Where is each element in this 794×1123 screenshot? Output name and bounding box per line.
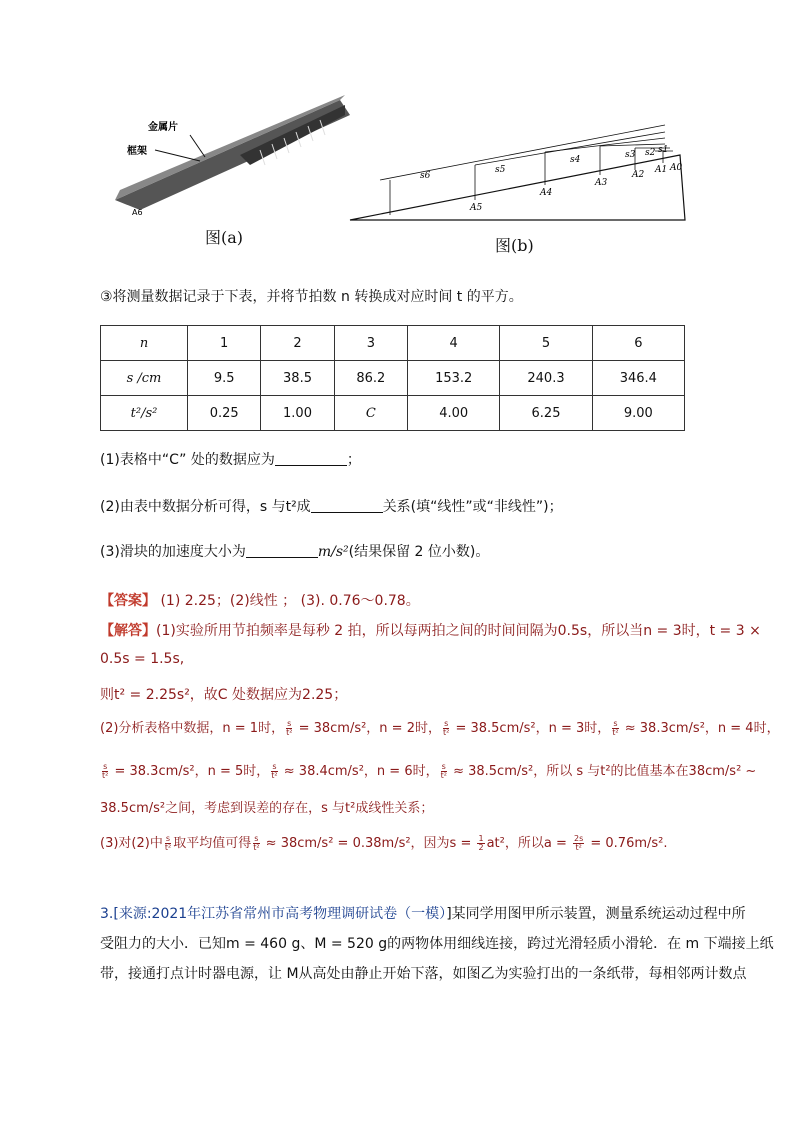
- table-cell: 86.2: [334, 361, 407, 396]
- solution-line-2: 0.5s = 1.5s,: [100, 651, 185, 667]
- label-s3: s3: [625, 150, 636, 160]
- fraction-s-over-t2: $\frac{s}{\text{t²}}$: [442, 719, 450, 737]
- solution-line-1: 【解答】(1)实验所用节拍频率是每秒 2 拍，所以每两拍之间的时间间隔为0.5s，所以当n = 3时，t = 3 ×: [100, 623, 761, 639]
- table-cell: C: [334, 396, 407, 431]
- measurement-table: [100, 325, 685, 431]
- label-s6: s6: [420, 171, 431, 181]
- label-a3: A3: [595, 178, 608, 188]
- table-cell: t²/s²: [101, 396, 188, 431]
- table-cell: 6: [592, 326, 684, 361]
- table-row: [101, 326, 685, 361]
- label-a6: A6: [132, 208, 143, 217]
- pointer-metal: [190, 135, 205, 157]
- fraction-2s-over-t2: $\frac{2s}{\text{t²}}$: [573, 834, 584, 852]
- fraction-s-over-t2: $\frac{s}{\text{t²}}$: [164, 834, 172, 852]
- table-cell: 0.25: [188, 396, 261, 431]
- table-cell: 240.3: [500, 361, 592, 396]
- table-cell: s /cm: [101, 361, 188, 396]
- table-cell: 9.00: [592, 396, 684, 431]
- solution-line-7: (3)对(2)中 $\frac{s}{\text{t²}}$ 取平均值可得 $\frac{s}{\text{t²}}$ ≈ 38cm/s² = 0.38m/s²，因为s = $\frac{1}{2}$ at²，所以a = $\frac{2s}{\text{t²}}$ = 0.76m/s².: [100, 834, 668, 852]
- step3-text: ③将测量数据记录于下表，并将节拍数 n 转换成对应时间 t 的平方。: [100, 289, 523, 305]
- label-a0: A0: [670, 163, 683, 173]
- problem3-line-3: 带，接通打点计时器电源，让 M从高处由静止开始下落，如图乙为实验打出的一条纸带，每相邻两计数点: [100, 966, 747, 982]
- label-s2: s2: [645, 148, 656, 158]
- fraction-s-over-t2: $\frac{s}{\text{t²}}$: [271, 762, 278, 780]
- answer-blank-1[interactable]: [275, 451, 347, 466]
- table-cell: 5: [500, 326, 592, 361]
- table-cell: 153.2: [408, 361, 500, 396]
- diagram-labels: [420, 145, 682, 213]
- caption-figure-b: 图(b): [495, 236, 534, 255]
- rail-body: [115, 100, 350, 210]
- question-3: (3)滑块的加速度大小为 m/s²(结果保留 2 位小数)。: [100, 544, 490, 560]
- table-cell: 3: [334, 326, 407, 361]
- question-2: (2)由表中数据分析可得，s 与t²成 关系(填“线性”或“非线性”)；: [100, 499, 563, 515]
- label-s1: s1: [658, 145, 669, 155]
- label-a4: A4: [540, 188, 553, 198]
- table-cell: 4.00: [408, 396, 500, 431]
- table-cell: 38.5: [261, 361, 334, 396]
- solution-line-6: 38.5cm/s²之间，考虑到误差的存在，s 与t²成线性关系；: [100, 801, 434, 816]
- label-a1: A1: [655, 165, 668, 175]
- fraction-s-over-t2: $\frac{s}{\text{t²}}$: [102, 762, 109, 780]
- label-frame: 框架: [127, 146, 147, 157]
- table-row: [101, 396, 685, 431]
- table-cell: 4: [408, 326, 500, 361]
- problem3-source: 2021年江苏省常州市高考物理调研试卷（一模）: [151, 906, 447, 922]
- fraction-s-over-t2: $\frac{s}{\text{t²}}$: [253, 834, 260, 852]
- solution-line-4: (2)分析表格中数据，n = 1时， $\frac{s}{\text{t²}}$ = 38cm/s²，n = 2时， $\frac{s}{\text{t²}}$ = 38.5cm/s²，n = 3时， $\frac{s}{\text{t²}}$ ≈ 38.3cm/s²，n = 4时，: [100, 719, 780, 737]
- fraction-s-over-t2: $\frac{s}{\text{t²}}$: [612, 719, 619, 737]
- table-cell: 1.00: [261, 396, 334, 431]
- problem3-line-2: 受阻力的大小．已知m = 460 g、M = 520 g的两物体用细线连接，跨过光滑轻质小滑轮．在 m 下端接上纸: [100, 936, 774, 952]
- problem3-line-1: 3.[来源:2021年江苏省常州市高考物理调研试卷（一模）]某同学用图甲所示装置，测量系统运动过程中所: [100, 906, 746, 922]
- table-row: [101, 361, 685, 396]
- fraction-s-over-t2: $\frac{s}{\text{t²}}$: [440, 762, 447, 780]
- label-s4: s4: [570, 155, 581, 165]
- answer-blank-3[interactable]: [246, 543, 318, 558]
- label-metal: 金属片: [148, 122, 178, 133]
- solution-tag: 【解答】: [100, 623, 156, 639]
- fraction-one-half: $\frac{1}{2}$: [478, 834, 484, 852]
- question-1: (1)表格中“C” 处的数据应为 ；: [100, 452, 361, 468]
- table-cell: 2: [261, 326, 334, 361]
- table-cell: 346.4: [592, 361, 684, 396]
- rail-top: [115, 95, 345, 200]
- pointer-frame: [155, 150, 200, 161]
- table-cell: n: [101, 326, 188, 361]
- fraction-s-over-t2: $\frac{s}{\text{t²}}$: [286, 719, 293, 737]
- answer-blank-2[interactable]: [311, 498, 383, 513]
- answer-text: (1) 2.25；(2)线性 ； (3). 0.76～0.78。: [160, 593, 420, 609]
- table-cell: 6.25: [500, 396, 592, 431]
- solution-line-5: $\frac{s}{\text{t²}}$ = 38.3cm/s²，n = 5时， $\frac{s}{\text{t²}}$ ≈ 38.4cm/s²，n = 6时， $\frac{s}{\text{t²}}$ ≈ 38.5cm/s²，所以 s 与t²的比值基本在38cm/s² ~: [102, 762, 757, 780]
- answer-tag: 【答案】: [100, 593, 156, 609]
- table-cell: 9.5: [188, 361, 261, 396]
- table-cell: 1: [188, 326, 261, 361]
- label-s5: s5: [495, 165, 506, 175]
- label-a2: A2: [632, 170, 645, 180]
- solution-line-3: 则t² = 2.25s²，故C 处数据应为2.25；: [100, 687, 348, 703]
- answer-line: [100, 590, 420, 610]
- caption-figure-a: 图(a): [205, 228, 244, 247]
- label-a5: A5: [470, 203, 483, 213]
